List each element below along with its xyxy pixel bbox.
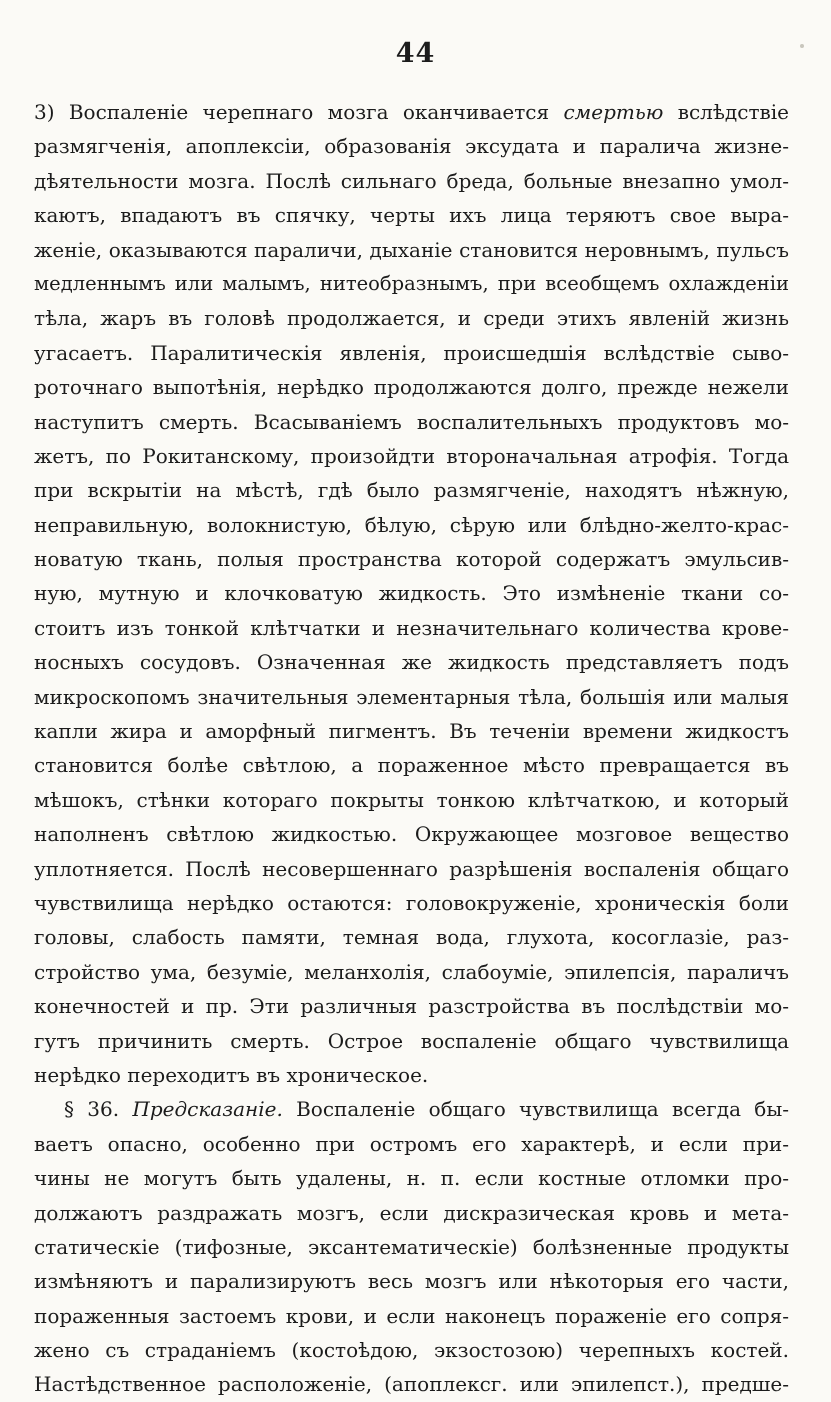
text-line: женіе, оказываются параличи, дыханіе становится неровнымъ, пульсъ — [34, 237, 789, 262]
emphasis-death: смертью — [563, 100, 664, 124]
text-line: пораженныя застоемъ крови, и если наконецъ пораженіе его сопря- — [34, 1303, 789, 1328]
text-line: мѣшокъ, стѣнки котораго покрыты тонкою клѣтчаткою, и который — [34, 787, 789, 812]
text-line: неправильную, волокнистую, бѣлую, сѣрую или блѣдно-желто-крас- — [34, 512, 789, 537]
text-line: чувствилища нерѣдко остаются: головокруженіе, хроническія боли — [34, 890, 789, 915]
text-line: новатую ткань, полыя пространства которой содержатъ эмульсив- — [34, 547, 789, 572]
text-line: жено съ страданіемъ (костоѣдою, экзостозою) черепныхъ костей. — [34, 1338, 789, 1363]
text-line: нерѣдко переходитъ въ хроническое. — [34, 1062, 429, 1087]
text-line: гутъ причинить смерть. Острое воспаленіе общаго чувствилища — [34, 1028, 789, 1053]
text-line: должаютъ раздражать мозгъ, если дискразическая кровь и мета- — [34, 1200, 789, 1225]
text-line: становится болѣе свѣтлою, а пораженное мѣсто превращается въ — [34, 753, 789, 778]
text-line: стоитъ изъ тонкой клѣтчатки и незначительнаго количества крове- — [34, 615, 789, 640]
text-line: носныхъ сосудовъ. Означенная же жидкость представляетъ подъ — [34, 650, 789, 675]
text-line: 3) Воспаленіе черепнаго мозга оканчивается смертью вслѣдствіе — [34, 100, 789, 124]
page-number: 44 — [395, 38, 436, 69]
text-line: при вскрытіи на мѣстѣ, гдѣ было размягченіе, находятъ нѣжную, — [34, 478, 789, 503]
text-line: головы, слабость памяти, темная вода, глухота, косоглазіе, раз- — [34, 925, 789, 950]
text-line: жетъ, по Рокитанскому, произойдти второначальная атрофія. Тогда — [34, 443, 789, 468]
text-line: роточнаго выпотѣнія, нерѣдко продолжаются долго, прежде нежели — [34, 375, 789, 400]
text-line: уплотняется. Послѣ несовершеннаго разрѣшенія воспаленія общаго — [34, 856, 789, 881]
text-line: капли жира и аморфный пигментъ. Въ теченіи времени жидкостъ — [34, 719, 789, 744]
text-line: ную, мутную и клочковатую жидкость. Это измѣненіе ткани со- — [34, 581, 789, 606]
text-line: статическіе (тифозные, эксантематическіе) болѣзненные продукты — [34, 1234, 789, 1259]
text-line: микроскопомъ значительныя элементарныя тѣла, большія или малыя — [34, 684, 789, 709]
text-line: наступитъ смерть. Всасываніемъ воспалительныхъ продуктовъ мо- — [34, 409, 789, 434]
text-line: угасаетъ. Паралитическія явленія, происшедшія вслѣдствіе сыво- — [34, 340, 789, 365]
page-text — [34, 95, 789, 1402]
text-line: стройство ума, безуміе, меланхолія, слабоуміе, эпилепсія, параличъ — [34, 959, 789, 984]
text-line: размягченія, апоплексіи, образованія эксудата и паралича жизне- — [34, 134, 789, 159]
text-line: конечностей и пр. Эти различныя разстройства въ послѣдствіи мо- — [34, 994, 789, 1019]
text-line: медленнымъ или малымъ, нитеобразнымъ, при всеобщемъ охлажденіи — [34, 271, 789, 295]
text-line: наполненъ свѣтлою жидкостью. Окружающее мозговое вещество — [34, 822, 789, 847]
text-line: дѣятельности мозга. Послѣ сильнаго бреда, больные внезапно умол- — [34, 168, 789, 193]
text-line: ваетъ опасно, особенно при остромъ его характерѣ, и если при- — [34, 1131, 789, 1156]
emphasis-prognosis: Предсказаніе. — [132, 1097, 283, 1122]
paper-speck — [800, 44, 804, 48]
text-line: тѣла, жаръ въ головѣ продолжается, и среди этихъ явленій жизнь — [34, 306, 789, 331]
text-line: каютъ, впадаютъ въ спячку, черты ихъ лица теряютъ свое выра- — [34, 203, 789, 228]
text-line: чины не могутъ быть удалены, н. п. если костные отломки про- — [34, 1166, 789, 1191]
text-line: Настѣдственное расположеніе, (апоплексг. или эпилепст.), предше- — [34, 1372, 789, 1397]
text-line: § 36. Предсказаніе. Воспаленіе общаго чувствилища всегда бы- — [64, 1097, 789, 1122]
text-line: измѣняютъ и парализируютъ весь мозгъ или нѣкоторыя его части, — [34, 1269, 789, 1294]
